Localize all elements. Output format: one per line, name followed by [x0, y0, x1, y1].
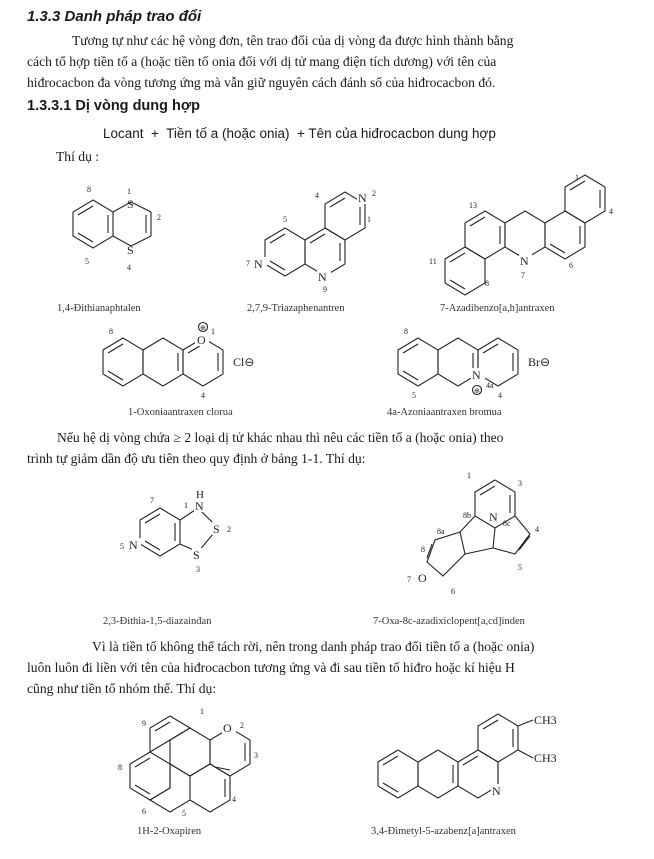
svg-text:1: 1: [184, 501, 188, 510]
para2-line-2: trình tự giảm dần độ ưu tiên theo quy định ở bảng 1-1. Thí dụ:: [27, 451, 366, 466]
svg-text:4a: 4a: [486, 381, 494, 390]
structure-oxoniaantraxen: [83, 320, 268, 400]
svg-text:4: 4: [201, 391, 205, 400]
svg-text:4: 4: [127, 263, 131, 272]
svg-text:8: 8: [109, 327, 113, 336]
svg-text:4: 4: [315, 191, 319, 200]
svg-text:O: O: [418, 571, 427, 585]
svg-text:⊕: ⊕: [200, 324, 206, 332]
svg-text:3: 3: [518, 479, 522, 488]
svg-text:6: 6: [142, 807, 146, 816]
para3-line-3: cũng như tiền tố nhóm thế. Thí dụ:: [27, 681, 217, 696]
naming-formula: Locant + Tiền tố a (hoặc onia) + Tên của hiđrocacbon dung hợp: [103, 126, 496, 141]
svg-text:8: 8: [485, 279, 489, 288]
caption-dimetylazabenzantraxen: 3,4-Đimetyl-5-azabenz[a]antraxen: [371, 826, 516, 837]
svg-text:3: 3: [196, 565, 200, 574]
svg-text:4: 4: [232, 795, 236, 804]
structure-oxaazadixiclopentinden: [385, 462, 570, 597]
svg-text:2: 2: [372, 189, 376, 198]
paragraph-3: [27, 636, 627, 699]
structure-dithiadiazaindan: [110, 470, 270, 575]
svg-text:2: 2: [157, 213, 161, 222]
svg-text:CH3: CH3: [534, 713, 557, 727]
svg-text:8: 8: [421, 545, 425, 554]
svg-text:Br⊖: Br⊖: [528, 355, 551, 369]
svg-text:4: 4: [609, 207, 613, 216]
svg-text:8: 8: [404, 327, 408, 336]
svg-text:4: 4: [498, 391, 502, 400]
structure-dithianaphtalen: [55, 180, 185, 280]
svg-text:9: 9: [142, 719, 146, 728]
structure-dimetylazabenzantraxen: [368, 712, 593, 807]
caption-oxaazadixiclopentinden: 7-Oxa-8c-azadixiclopent[a,cd]inden: [373, 616, 525, 627]
svg-text:7: 7: [407, 575, 411, 584]
svg-text:CH3: CH3: [534, 751, 557, 765]
svg-text:5: 5: [283, 215, 287, 224]
svg-text:O: O: [223, 721, 232, 735]
para3-line-2: luôn luôn đi liền với tên của hiđrocacbon tương ứng và đi sau tiền tố hiđro hoặc kí hiệu H: [27, 660, 515, 675]
svg-text:N: N: [129, 538, 138, 552]
structure-triazaphenantren: [245, 180, 385, 294]
intro-line-3: hiđrocacbon đa vòng tương ứng mà vẫn giữ nguyên cách đánh số của hiđrocacbon đó.: [27, 75, 496, 90]
caption-triazaphenantren: 2,7,9-Triazaphenantren: [247, 303, 345, 314]
svg-text:S: S: [127, 197, 134, 211]
svg-text:13: 13: [469, 201, 477, 210]
svg-text:H: H: [196, 489, 204, 501]
caption-azoniaantraxen: 4a-Azoniaantraxen bromua: [387, 407, 502, 418]
svg-text:⊕: ⊕: [474, 387, 480, 395]
svg-text:N: N: [472, 368, 481, 382]
svg-text:7: 7: [150, 496, 154, 505]
intro-paragraph: [27, 30, 627, 93]
svg-text:1: 1: [367, 215, 371, 224]
svg-text:7: 7: [521, 271, 525, 280]
svg-text:2: 2: [240, 721, 244, 730]
svg-text:S: S: [213, 522, 220, 536]
svg-text:4: 4: [535, 525, 539, 534]
caption-oxoniaantraxen: 1-Oxoniaantraxen clorua: [128, 407, 233, 418]
svg-text:O: O: [197, 333, 206, 347]
svg-text:9: 9: [323, 285, 327, 294]
section-title: 1.3.3 Danh pháp trao đổi: [27, 8, 202, 25]
svg-text:Cl⊖: Cl⊖: [233, 355, 255, 369]
svg-text:5: 5: [85, 257, 89, 266]
intro-line-1: Tương tự như các hệ vòng đơn, tên trao đổi của dị vòng đa được hình thành bằng: [72, 33, 514, 48]
svg-text:8c: 8c: [503, 519, 511, 528]
structure-azoniaantraxen: [378, 320, 568, 400]
svg-text:6: 6: [569, 261, 573, 270]
svg-text:6: 6: [451, 587, 455, 596]
svg-text:N: N: [318, 270, 327, 284]
svg-text:N: N: [520, 254, 529, 268]
svg-text:8: 8: [87, 185, 91, 194]
svg-text:8a: 8a: [437, 527, 445, 536]
structure-oxapiren: [110, 700, 260, 820]
svg-text:5: 5: [182, 809, 186, 818]
svg-text:8b: 8b: [463, 511, 471, 520]
svg-text:N: N: [489, 510, 498, 524]
svg-text:5: 5: [120, 542, 124, 551]
svg-text:N: N: [358, 191, 367, 205]
para3-line-1: Vì là tiền tố không thể tách rời, nên trong danh pháp trao đổi tiền tố a (hoặc onia): [92, 639, 535, 654]
svg-text:S: S: [193, 548, 200, 562]
svg-text:3: 3: [254, 751, 258, 760]
structure-azadibenzoantraxen: [425, 168, 625, 293]
example-label: Thí dụ :: [56, 149, 100, 164]
para2-line-1: Nếu hệ dị vòng chứa ≥ 2 loại dị tử khác nhau thì nêu các tiền tố a (hoặc onia) theo: [57, 430, 504, 445]
svg-text:N: N: [492, 784, 501, 798]
svg-text:5: 5: [518, 563, 522, 572]
caption-dithianaphtalen: 1,4-Đithianaphtalen: [57, 303, 141, 314]
svg-text:S: S: [127, 243, 134, 257]
intro-line-2: cách tổ hợp tiền tố a (hoặc tiền tố onia đối với dị tử mang điện tích dương) với tên của: [27, 54, 497, 69]
svg-text:7: 7: [246, 259, 250, 268]
caption-dithiadiazaindan: 2,3-Đithia-1,5-diazainđan: [103, 616, 212, 627]
subsection-title: 1.3.3.1 Dị vòng dung hợp: [27, 98, 201, 114]
svg-text:1: 1: [127, 187, 131, 196]
caption-azadibenzoantraxen: 7-Azadibenzo[a,h]antraxen: [440, 303, 555, 314]
caption-oxapiren: 1H-2-Oxapiren: [137, 826, 202, 837]
svg-text:1: 1: [211, 327, 215, 336]
svg-text:1: 1: [467, 471, 471, 480]
svg-text:8: 8: [118, 763, 122, 772]
svg-text:5: 5: [412, 391, 416, 400]
svg-text:N: N: [254, 257, 263, 271]
svg-text:11: 11: [429, 257, 437, 266]
svg-text:1: 1: [200, 707, 204, 716]
svg-text:1: 1: [575, 173, 579, 182]
svg-text:2: 2: [227, 525, 231, 534]
svg-text:N: N: [195, 499, 204, 513]
